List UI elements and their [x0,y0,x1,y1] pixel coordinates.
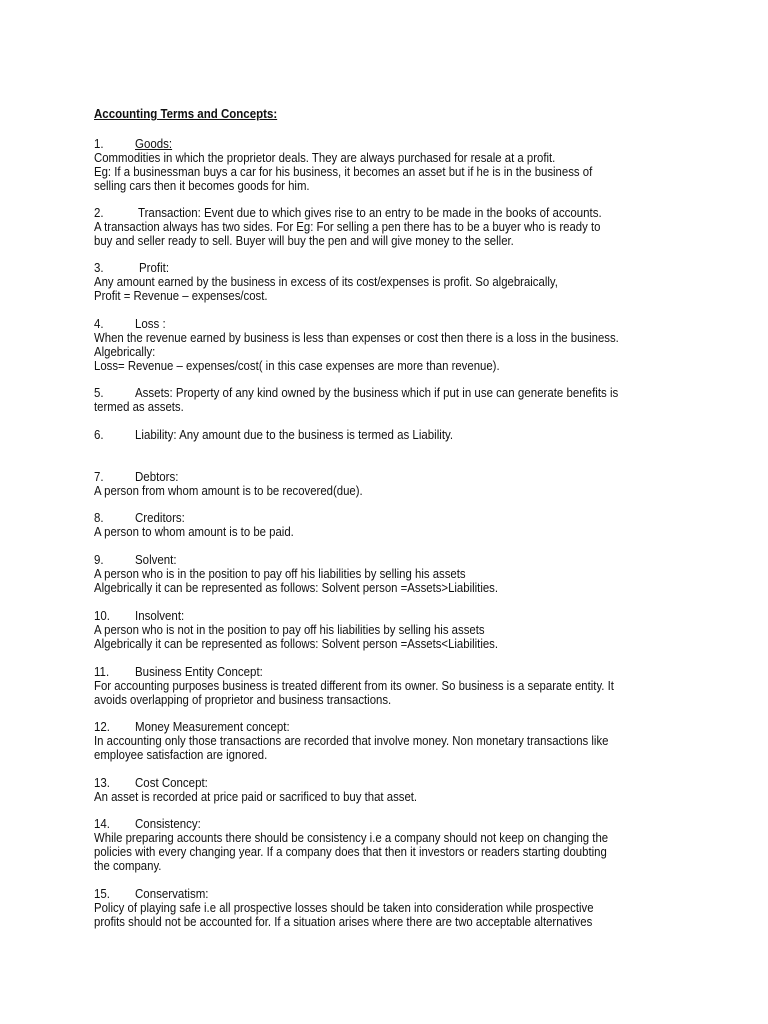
item-text: avoids overlapping of proprietor and business transactions. [94,693,392,707]
item-heading: Goods: [135,137,173,151]
item-number: 3. [94,261,104,275]
list-item-creditors [94,511,679,539]
item-text: In accounting only those transactions are recorded that involve money. Non monetary transactions like [94,734,609,748]
item-text: employee satisfaction are ignored. [94,748,268,762]
item-text: Commodities in which the proprietor deals. They are always purchased for resale at a profit. [94,151,556,165]
item-text: An asset is recorded at price paid or sacrificed to buy that asset. [94,790,418,804]
item-number: 12. [94,720,110,734]
document-title: Accounting Terms and Concepts: [94,107,278,121]
list-item-money-measurement [94,720,679,762]
list-item-debtors [94,470,679,498]
list-item-cost-concept [94,776,679,804]
item-heading: Consistency: [135,817,201,831]
item-text: While preparing accounts there should be consistency i.e a company should not keep on changing the [94,831,609,845]
item-text: A person from whom amount is to be recovered(due). [94,484,363,498]
item-text: Profit = Revenue – expenses/cost. [94,289,268,303]
item-heading: Money Measurement concept: [135,720,290,734]
item-heading: Assets: Property of any kind owned by the business which if put in use can generate benefits is [135,386,619,400]
list-item-goods [94,137,679,193]
item-heading: Insolvent: [135,609,185,623]
item-heading: Solvent: [135,553,177,567]
item-text: A transaction always has two sides. For Eg: For selling a pen there has to be a buyer who is ready to [94,220,601,234]
item-number: 13. [94,776,110,790]
item-text: When the revenue earned by business is less than expenses or cost then there is a loss in the business. [94,331,619,345]
item-heading: Cost Concept: [135,776,208,790]
list-item-consistency [94,817,679,873]
item-text: termed as assets. [94,400,184,414]
item-number: 8. [94,511,104,525]
list-item-loss [94,317,679,373]
item-heading: Business Entity Concept: [135,665,263,679]
list-item-insolvent [94,609,679,651]
item-text: selling cars then it becomes goods for him. [94,179,310,193]
item-heading: Conservatism: [135,887,209,901]
item-number: 2. [94,206,104,220]
item-text: Algebrically: [94,345,156,359]
item-number: 10. [94,609,110,623]
list-item-liability [94,428,679,442]
item-number: 14. [94,817,110,831]
item-text: Loss= Revenue – expenses/cost( in this case expenses are more than revenue). [94,359,500,373]
item-text: Any amount earned by the business in excess of its cost/expenses is profit. So algebraically, [94,275,558,289]
item-heading: Creditors: [135,511,185,525]
item-text: A person who is in the position to pay off his liabilities by selling his assets [94,567,466,581]
item-text: For accounting purposes business is treated different from its owner. So business is a separate entity. It [94,679,614,693]
list-item-transaction [94,206,679,248]
list-item-profit [94,261,679,303]
item-number: 6. [94,428,104,442]
item-heading: Loss : [135,317,166,331]
item-heading: Profit: [139,261,170,275]
item-heading: Transaction: Event due to which gives rise to an entry to be made in the books of accounts. [138,206,602,220]
item-text: Policy of playing safe i.e all prospective losses should be taken into consideration while prospective [94,901,594,915]
item-text: the company. [94,859,162,873]
item-text: buy and seller ready to sell. Buyer will buy the pen and will give money to the seller. [94,234,514,248]
item-number: 5. [94,386,104,400]
list-item-assets [94,386,679,414]
item-text: policies with every changing year. If a company does that then it investors or readers starting doubting [94,845,607,859]
item-text: profits should not be accounted for. If a situation arises where there are two acceptable alternatives [94,915,593,929]
item-number: 4. [94,317,104,331]
list-item-solvent [94,553,679,595]
item-text: Eg: If a businessman buys a car for his business, it becomes an asset but if he is in the business of [94,165,593,179]
item-text: Algebrically it can be represented as follows: Solvent person =Assets<Liabilities. [94,637,499,651]
item-heading: Debtors: [135,470,179,484]
item-text: A person to whom amount is to be paid. [94,525,294,539]
item-text: Algebrically it can be represented as follows: Solvent person =Assets>Liabilities. [94,581,499,595]
list-item-conservatism [94,887,679,929]
item-number: 1. [94,137,104,151]
item-heading: Liability: Any amount due to the business is termed as Liability. [135,428,454,442]
item-number: 7. [94,470,104,484]
item-text: A person who is not in the position to pay off his liabilities by selling his assets [94,623,485,637]
list-item-business-entity [94,665,679,707]
item-number: 9. [94,553,104,567]
item-number: 11. [94,665,110,679]
item-number: 15. [94,887,110,901]
